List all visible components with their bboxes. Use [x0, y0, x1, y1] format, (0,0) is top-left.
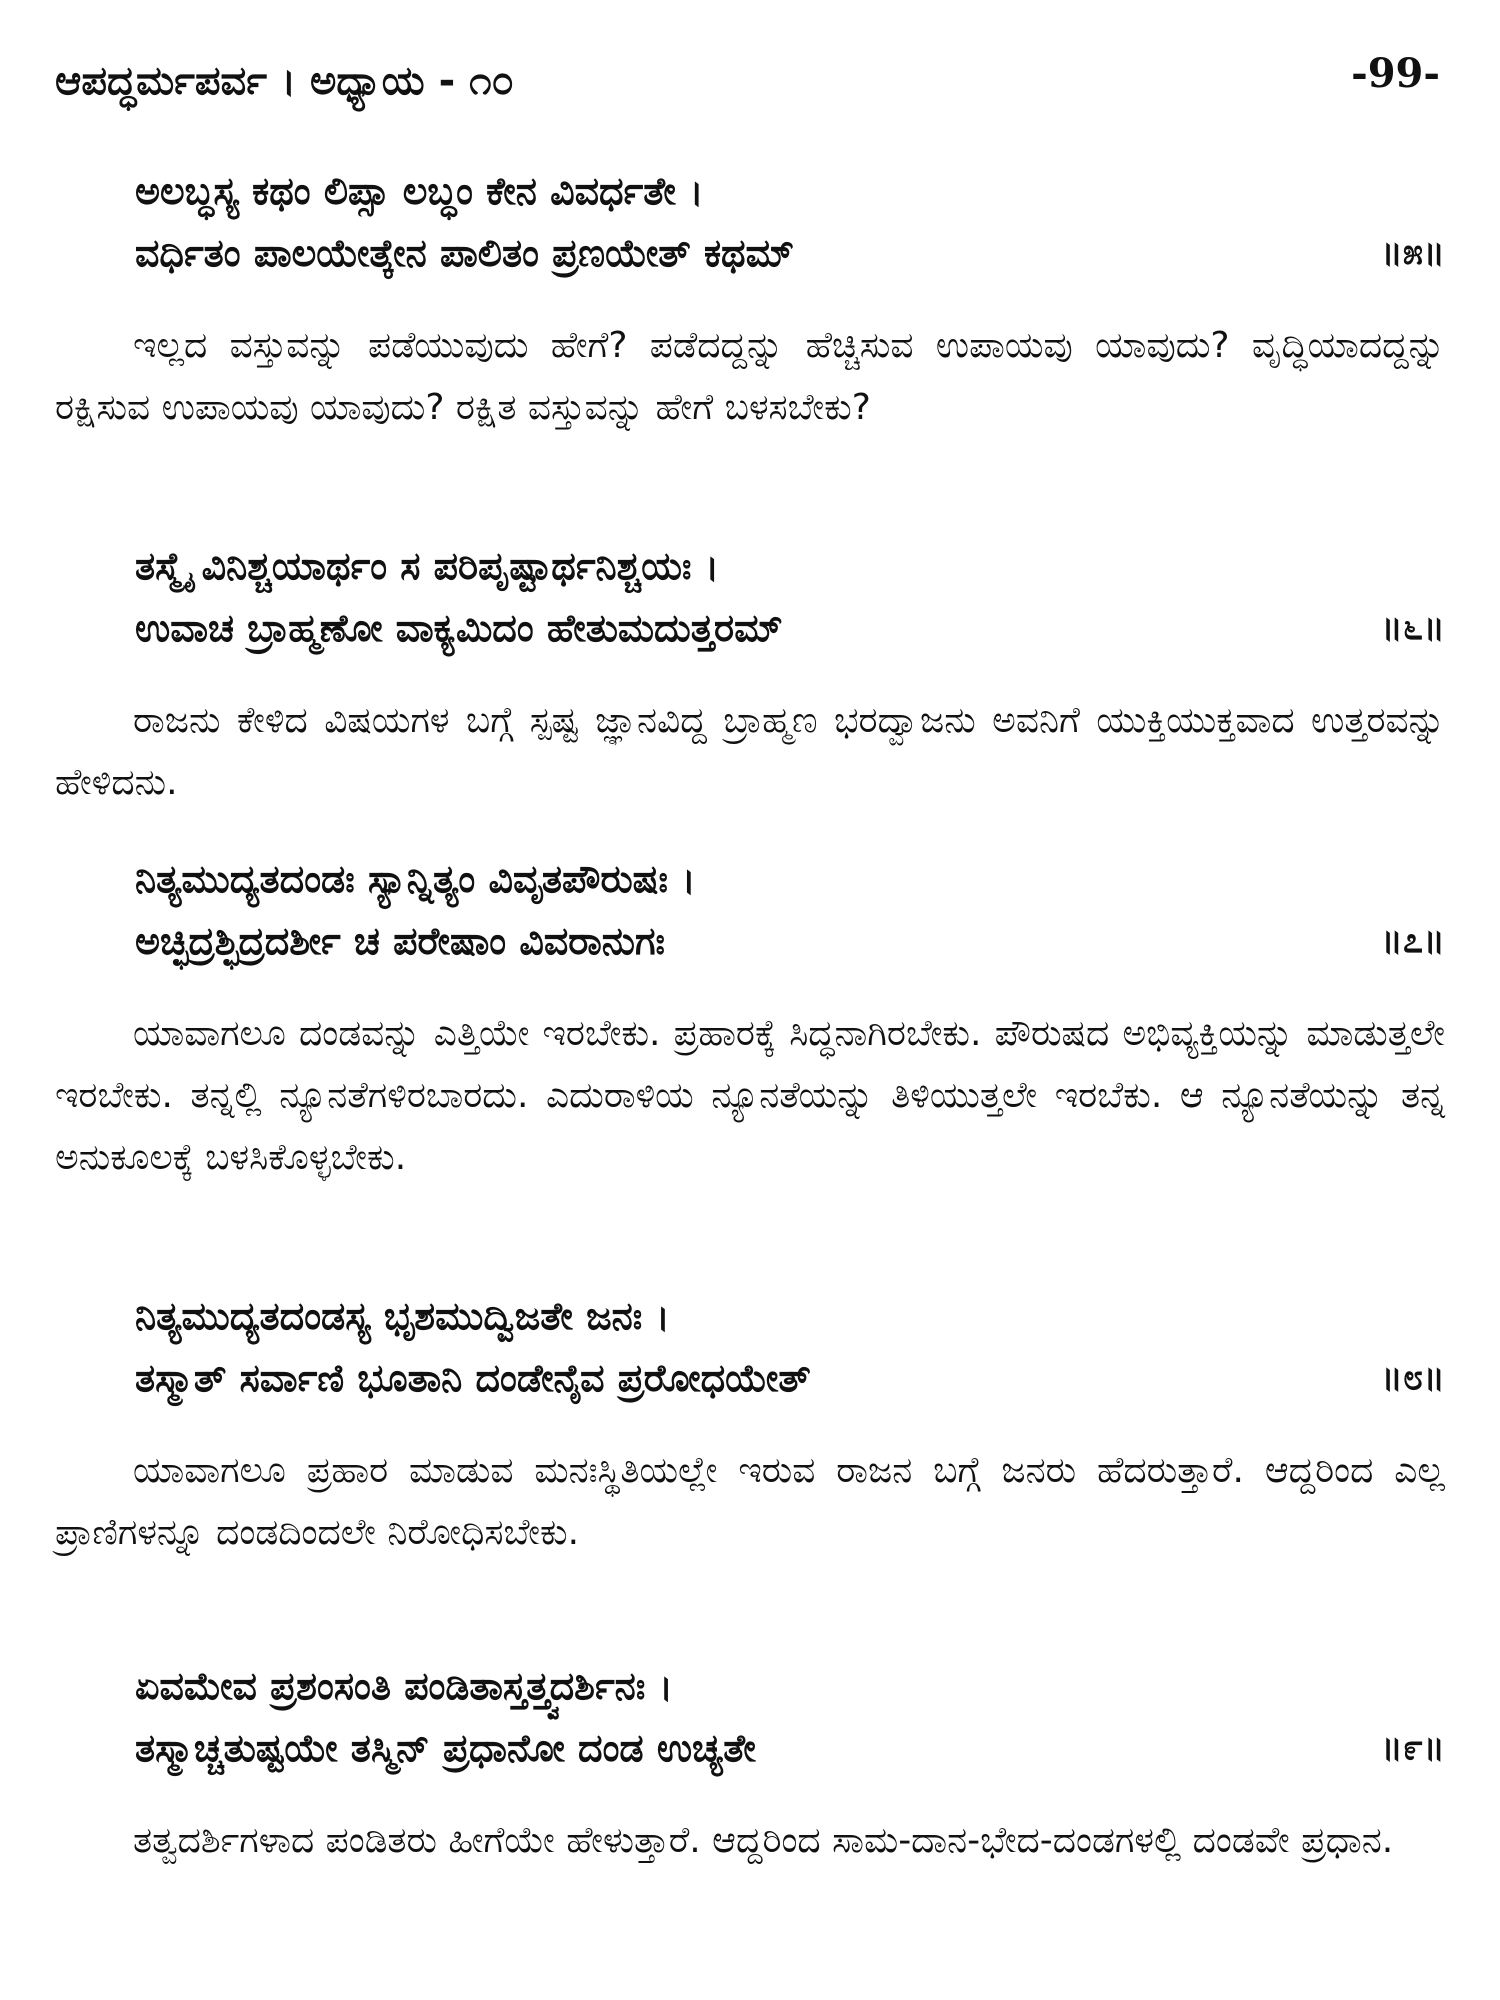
verse-line	[135, 222, 1445, 284]
page-number: -99-	[1351, 50, 1440, 97]
verse-number: ॥೮॥	[1380, 1357, 1445, 1398]
translation-paragraph: ತತ್ವದರ್ಶಿಗಳಾದ ಪಂಡಿತರು ಹೀಗೆಯೇ ಹೇಳುತ್ತಾರೆ. ಆದ್ದರಿಂದ ಸಾಮ-ದಾನ-ಭೇದ-ದಂಡಗಳಲ್ಲಿ ದಂಡವೇ ಪ್ರಧಾನ.	[133, 1820, 1394, 1861]
verse-number: ॥೫॥	[1380, 232, 1445, 273]
verse-line: ನಿತ್ಯಮುದ್ಯತದಂಡಃ ಸ್ಯಾನ್ನಿತ್ಯಂ ವಿವೃತಪೌರುಷಃ ।	[135, 857, 696, 901]
verse-line: ಅಲಬ್ಧಸ್ಯ ಕಥಂ ಲಿಪ್ಸಾ ಲಬ್ಧಂ ಕೇನ ವಿವರ್ಧತೇ ।	[135, 169, 704, 213]
verse-line: ತಸ್ಮೈ ವಿನಿಶ್ಚಯಾರ್ಥಂ ಸ ಪರಿಪೃಷ್ಟಾರ್ಥನಿಶ್ಚಯಃ ।	[135, 544, 720, 588]
verse-block	[135, 1655, 1445, 1779]
verse-block	[135, 535, 1445, 659]
translation-paragraph: ಯಾವಾಗಲೂ ದಂಡವನ್ನು ಎತ್ತಿಯೇ ಇರಬೇಕು. ಪ್ರಹಾರಕ್ಕೆ ಸಿದ್ಧನಾಗಿರಬೇಕು. ಪೌರುಷದ ಅಭಿವ್ಯಕ್ತಿಯನ್ನು ಮಾಡುತ್ತಲೇ ಇರಬೇಕು. ತನ್ನಲ್ಲಿ ನ್ಯೂನತೆಗಳಿರಬಾರದು. ಎದುರಾಳಿಯ ನ್ಯೂನತೆಯನ್ನು ತಿಳಿಯುತ್ತಲೇ ಇರಬೆಕು. ಆ ನ್ಯೂನತೆಯನ್ನು ತನ್ನ ಅನುಕೂಲಕ್ಕೆ ಬಳಸಿಕೊಳ್ಳಬೇಕು.	[55, 1013, 1445, 1178]
section-title: ಆಪದ್ಧರ್ಮಪರ್ವ । ಅಧ್ಯಾಯ - ೧೦	[55, 58, 514, 104]
verse-line: ನಿತ್ಯಮುದ್ಯತದಂಡಸ್ಯ ಭೃಶಮುದ್ವಿಜತೇ ಜನಃ ।	[135, 1294, 670, 1338]
verse-number: ॥೯॥	[1380, 1727, 1445, 1768]
verse-line-text: ತಸ್ಮಾಚ್ಚತುಷ್ಟಯೇ ತಸ್ಮಿನ್ ಪ್ರಧಾನೋ ದಂಡ ಉಚ್ಯತೇ	[135, 1726, 756, 1770]
verse-line: ಏವಮೇವ ಪ್ರಶಂಸಂತಿ ಪಂಡಿತಾಸ್ತತ್ತ್ವದರ್ಶಿನಃ ।	[135, 1664, 673, 1708]
verse-number: ॥೭॥	[1380, 920, 1445, 961]
verse-block	[135, 160, 1445, 284]
verse-line-text: ತಸ್ಮಾತ್ ಸರ್ವಾಣಿ ಭೂತಾನಿ ದಂಡೇನೈವ ಪ್ರರೋಧಯೇತ್	[135, 1356, 811, 1400]
verse-block	[135, 848, 1445, 972]
verse-line-text: ಉವಾಚ ಬ್ರಾಹ್ಮಣೋ ವಾಕ್ಯಮಿದಂ ಹೇತುಮದುತ್ತರಮ್	[135, 606, 783, 650]
translation-paragraph: ರಾಜನು ಕೇಳಿದ ವಿಷಯಗಳ ಬಗ್ಗೆ ಸ್ಪಷ್ಟ ಜ್ಞಾನವಿದ್ದ ಬ್ರಾಹ್ಮಣ ಭರದ್ವಾಜನು ಅವನಿಗೆ ಯುಕ್ತಿಯುಕ್ತವಾದ ಉತ್ತರವನ್ನು ಹೇಳಿದನು.	[55, 700, 1445, 803]
translation-paragraph: ಯಾವಾಗಲೂ ಪ್ರಹಾರ ಮಾಡುವ ಮನಃಸ್ಥಿತಿಯಲ್ಲೇ ಇರುವ ರಾಜನ ಬಗ್ಗೆ ಜನರು ಹೆದರುತ್ತಾರೆ. ಆದ್ದರಿಂದ ಎಲ್ಲ ಪ್ರಾಣಿಗಳನ್ನೂ ದಂಡದಿಂದಲೇ ನಿರೋಧಿಸಬೇಕು.	[55, 1450, 1445, 1553]
verse-line	[135, 1717, 1445, 1779]
verse-number: ॥೬॥	[1380, 607, 1445, 648]
translation-paragraph: ಇಲ್ಲದ ವಸ್ತುವನ್ನು ಪಡೆಯುವುದು ಹೇಗೆ? ಪಡೆದದ್ದನ್ನು ಹೆಚ್ಚಿಸುವ ಉಪಾಯವು ಯಾವುದು? ವೃದ್ಧಿಯಾದದ್ದನ್ನು ರಕ್ಷಿಸುವ ಉಪಾಯವು ಯಾವುದು? ರಕ್ಷಿತ ವಸ್ತುವನ್ನು ಹೇಗೆ ಬಳಸಬೇಕು?	[55, 325, 1445, 428]
verse-line-text: ಅಚ್ಛಿದ್ರಶ್ಛಿದ್ರದರ್ಶೀ ಚ ಪರೇಷಾಂ ವಿವರಾನುಗಃ	[135, 919, 666, 963]
verse-line	[135, 1347, 1445, 1409]
verse-block	[135, 1285, 1445, 1409]
verse-line	[135, 597, 1445, 659]
verse-line	[135, 910, 1445, 972]
verse-line-text: ವರ್ಧಿತಂ ಪಾಲಯೇತ್ಕೇನ ಪಾಲಿತಂ ಪ್ರಣಯೇತ್ ಕಥಮ್	[135, 231, 795, 275]
